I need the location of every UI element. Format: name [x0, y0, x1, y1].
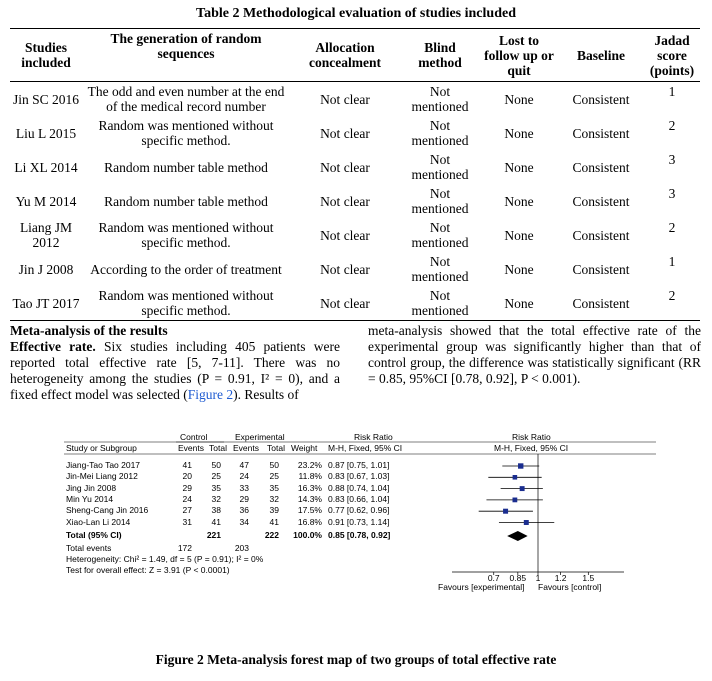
x-tick-label: 0.85 [509, 573, 527, 583]
table-row [10, 184, 700, 218]
cell-baseline: Consistent [572, 159, 630, 175]
col-header-baseline: Baseline [558, 29, 644, 82]
cell-blind: Not mentioned [411, 152, 469, 182]
col-header-e-total: Total [267, 443, 285, 453]
cell-random: Random was mentioned without specific method. [98, 220, 274, 250]
cell-lost: None [504, 159, 534, 175]
forest-ci-text: 0.91 [0.73, 1.14] [328, 516, 390, 527]
forest-ci-text: 0.83 [0.67, 1.03] [328, 471, 390, 482]
total-label: Total (95% CI) [66, 530, 122, 540]
forest-weight: 11.8% [298, 471, 322, 482]
col-header-lost: Lost to follow up or quit [480, 29, 558, 82]
cell-lost: None [504, 227, 534, 243]
cell-allocation: Not clear [320, 159, 370, 175]
cell-baseline: Consistent [572, 261, 630, 277]
heterogeneity-text: Heterogeneity: Chi² = 1.49, df = 5 (P = 0.91); I² = 0% [66, 554, 264, 564]
cell-lost: None [504, 193, 534, 209]
forest-e-total: 35 [269, 482, 279, 493]
forest-c-total: 35 [211, 482, 221, 493]
forest-e-total: 50 [269, 460, 279, 470]
x-tick-label: 1.2 [554, 573, 567, 583]
total-weight: 100.0% [293, 530, 322, 540]
cell-score: 2 [668, 118, 676, 133]
col-header-blind: Blind method [400, 29, 480, 82]
cell-score: 2 [668, 220, 676, 235]
cell-baseline: Consistent [558, 286, 644, 321]
forest-c-events: 31 [182, 516, 192, 527]
forest-ci-text: 0.77 [0.62, 0.96] [328, 505, 390, 516]
methodology-table [10, 28, 700, 321]
col-header-random: The generation of random sequences [82, 29, 290, 82]
cell-random: The odd and even number at the end of the medical record number [87, 84, 285, 114]
effect-square [520, 486, 525, 491]
x-tick-label: 0.7 [487, 573, 500, 583]
effect-square [503, 509, 508, 514]
cell-score: 3 [668, 152, 676, 167]
forest-ci-text: 0.88 [0.74, 1.04] [328, 482, 390, 493]
cell-random: Random number table method [104, 193, 268, 209]
cell-baseline: Consistent [572, 193, 630, 209]
cell-lost: None [504, 125, 534, 141]
col-header-e-events: Events [233, 443, 259, 453]
col-header-allocation: Allocation concealment [290, 29, 400, 82]
forest-e-events: 33 [239, 482, 249, 493]
col-header-studies: Studies included [10, 29, 82, 82]
forest-c-total: 38 [211, 505, 221, 516]
cell-study: Liu L 2015 [15, 125, 77, 141]
cell-random: Random was mentioned without specific method. [98, 118, 274, 148]
cell-random: According to the order of treatment [90, 261, 282, 277]
effect-square [512, 498, 517, 503]
forest-ci-text: 0.87 [0.75, 1.01] [328, 460, 390, 470]
col-header-score: Jadad score (points) [644, 29, 700, 82]
cell-allocation: Not clear [320, 227, 370, 243]
forest-c-events: 41 [182, 460, 192, 470]
cell-study: Jin SC 2016 [12, 91, 80, 107]
left-paragraph-text: Six studies including 405 patients were reported total effective rate [5, 7-11]. There was no heterogeneity among the studies (P = 0.91, I² = 0), and a fixed effect model was selected ( [10, 339, 340, 402]
total-events-label: Total events [66, 543, 112, 553]
cell-allocation: Not clear [320, 91, 370, 107]
section-heading: Meta-analysis of the results [10, 323, 168, 338]
forest-e-events: 29 [239, 493, 249, 504]
table-row [10, 150, 700, 184]
forest-c-events: 27 [182, 505, 192, 516]
forest-c-events: 24 [182, 493, 192, 504]
cell-blind: Not mentioned [400, 286, 480, 321]
cell-random: Random was mentioned without specific method. [82, 286, 290, 321]
col-header-method-plot: M-H, Fixed, 95% CI [494, 443, 569, 453]
right-paragraph: meta-analysis showed that the total effective rate of the experimental group was significantly higher than that of control group, the difference was statistically significant (RR = 0.85, 95%CI [0.78, 0.92], P < 0.001). [368, 323, 701, 386]
forest-c-events: 29 [182, 482, 192, 493]
table-header-row [10, 29, 700, 82]
forest-weight: 16.8% [297, 516, 322, 527]
table-row [10, 218, 700, 252]
effective-rate-label: Effective rate. [10, 339, 96, 354]
group-header-risk-ratio-plot: Risk Ratio [512, 432, 551, 442]
forest-e-total: 39 [269, 505, 279, 516]
cell-allocation: Not clear [320, 125, 370, 141]
effect-square [518, 463, 523, 468]
col-header-c-total: Total [209, 443, 227, 453]
x-tick-label: 1 [535, 573, 541, 583]
cell-study: Yu M 2014 [15, 193, 77, 209]
total-diamond [507, 531, 527, 541]
figure-caption: Figure 2 Meta-analysis forest map of two groups of total effective rate [155, 652, 557, 667]
figure-2-link[interactable]: Figure 2 [187, 387, 234, 402]
cell-blind: Not mentioned [411, 118, 469, 148]
effect-square [524, 520, 529, 525]
total-c-total: 221 [206, 530, 221, 540]
cell-study: Tao JT 2017 [10, 286, 82, 321]
total-events-experimental: 203 [234, 543, 249, 553]
forest-c-total: 32 [211, 493, 221, 504]
cell-lost: None [504, 91, 534, 107]
cell-random: Random number table method [104, 159, 268, 175]
cell-blind: Not mentioned [411, 186, 469, 216]
forest-e-events: 36 [239, 505, 249, 516]
cell-baseline: Consistent [572, 125, 630, 141]
col-header-method: M-H, Fixed, 95% CI [328, 443, 403, 453]
forest-weight: 17.5% [297, 505, 322, 516]
total-e-total: 222 [264, 530, 279, 540]
table-row [10, 286, 700, 321]
cell-blind: Not mentioned [411, 84, 469, 114]
total-ci: 0.85 [0.78, 0.92] [328, 530, 391, 540]
cell-study: Li XL 2014 [14, 159, 78, 175]
cell-lost: None [480, 286, 558, 321]
forest-name: Jin-Mei Liang 2012 [66, 471, 138, 482]
forest-e-total: 41 [269, 516, 279, 527]
left-paragraph [10, 339, 340, 403]
forest-name: Jiang-Tao Tao 2017 [66, 460, 141, 470]
forest-name: Sheng-Cang Jin 2016 [66, 505, 149, 516]
group-header-control: Control [180, 432, 208, 442]
forest-weight: 23.2% [297, 460, 322, 470]
col-header-study: Study or Subgroup [66, 443, 137, 453]
total-events-control: 172 [177, 543, 192, 553]
cell-study: Jin J 2008 [18, 261, 74, 277]
cell-study: Liang JM 2012 [19, 220, 73, 250]
group-header-experimental: Experimental [235, 432, 285, 442]
cell-score: 1 [668, 84, 676, 99]
forest-e-total: 32 [269, 493, 279, 504]
forest-weight: 14.3% [297, 493, 322, 504]
cell-allocation: Not clear [290, 286, 400, 321]
favours-experimental: Favours [experimental] [438, 582, 525, 592]
group-header-risk-ratio: Risk Ratio [354, 432, 393, 442]
left-paragraph-end: ). Results of [233, 387, 299, 402]
forest-c-total: 25 [211, 471, 221, 482]
cell-allocation: Not clear [320, 193, 370, 209]
forest-weight: 16.3% [297, 482, 322, 493]
forest-e-events: 24 [239, 471, 249, 482]
forest-name: Xiao-Lan Li 2014 [66, 516, 131, 527]
cell-blind: Not mentioned [411, 220, 469, 250]
forest-c-total: 41 [211, 516, 221, 527]
forest-e-total: 25 [269, 471, 279, 482]
cell-lost: None [504, 261, 534, 277]
forest-plot [60, 432, 660, 637]
cell-allocation: Not clear [320, 261, 370, 277]
forest-name: Min Yu 2014 [66, 493, 114, 504]
col-header-c-events: Events [178, 443, 204, 453]
forest-name: Jing Jin 2008 [66, 482, 117, 493]
cell-blind: Not mentioned [411, 254, 469, 284]
table-title: Table 2 Methodological evaluation of studies included [196, 6, 516, 21]
table-row [10, 82, 700, 117]
cell-score: 1 [668, 254, 676, 269]
forest-ci-text: 0.83 [0.66, 1.04] [328, 493, 390, 504]
forest-e-events: 47 [239, 460, 249, 470]
overall-effect-text: Test for overall effect: Z = 3.91 (P < 0.0001) [66, 565, 230, 575]
forest-c-events: 20 [182, 471, 192, 482]
cell-score: 3 [668, 186, 676, 201]
x-tick-label: 1.5 [582, 573, 595, 583]
cell-score: 2 [644, 286, 700, 321]
col-header-weight: Weight [291, 443, 318, 453]
cell-baseline: Consistent [572, 91, 630, 107]
forest-e-events: 34 [239, 516, 249, 527]
effect-square [513, 475, 518, 480]
forest-c-total: 50 [211, 460, 221, 470]
favours-control: Favours [control] [538, 582, 602, 592]
cell-baseline: Consistent [572, 227, 630, 243]
table-row [10, 116, 700, 150]
table-row [10, 252, 700, 286]
